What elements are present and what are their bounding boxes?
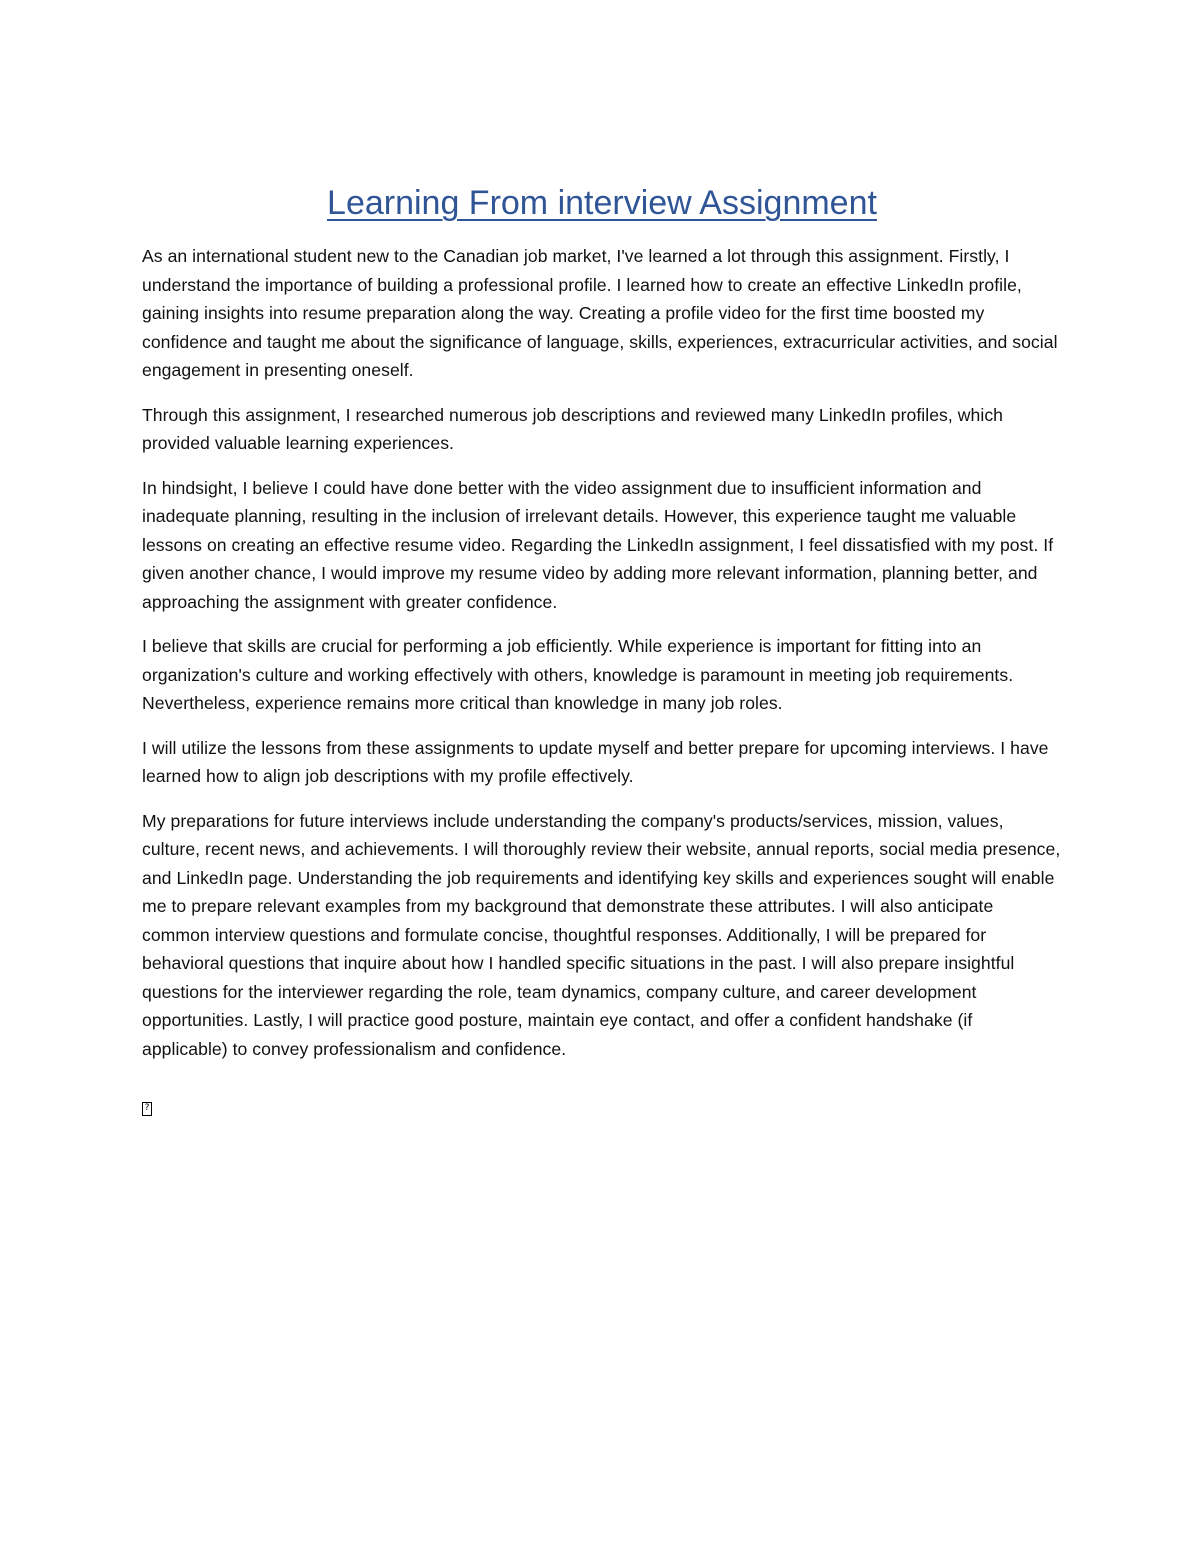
paragraph-preparations: My preparations for future interviews include understanding the company's products/services, mission, values, culture, recent news, and achievements. I will thoroughly review their website, annual reports, social media presence, and LinkedIn page. Understanding the job requirements and identifying key skills and experiences sought will enable me to prepare relevant examples from my background that demonstrate these attributes. I will also anticipate common interview questions and formulate concise, thoughtful responses. Additionally, I will be prepared for behavioral questions that inquire about how I handled specific situations in the past. I will also prepare insightful questions for the interviewer regarding the role, team dynamics, company culture, and career development opportunities. Lastly, I will practice good posture, maintain eye contact, and offer a confident handshake (if applicable) to convey professionalism and confidence. (142, 810, 1061, 1059)
paragraph-skills: I believe that skills are crucial for performing a job efficiently. While experience is important for fitting into an organization's culture and working effectively with others, knowledge is paramount in meeting job requirements. Nevertheless, experience remains more critical than knowledge in many job roles. (142, 636, 1014, 713)
paragraph-intro: As an international student new to the Canadian job market, I've learned a lot through this assignment. Firstly, I understand the importance of building a professional profile. I learned how to create an effective LinkedIn profile, gaining insights into resume preparation along the way. Creating a profile video for the first time boosted my confidence and taught me about the significance of language, skills, experiences, extracurricular activities, and social engagement in presenting oneself. (142, 246, 1058, 380)
paragraph-research: Through this assignment, I researched numerous job descriptions and reviewed many LinkedIn profiles, which provided valuable learning experiences. (142, 404, 1004, 453)
paragraph-lessons: I will utilize the lessons from these assignments to update myself and better prepare for upcoming interviews. I have learned how to align job descriptions with my profile effectively. (142, 737, 1049, 786)
document-body (142, 178, 1062, 1079)
paragraph-hindsight: In hindsight, I believe I could have done better with the video assignment due to insufficient information and inadequate planning, resulting in the inclusion of irrelevant details. However, this experience taught me valuable lessons on creating an effective resume video. Regarding the LinkedIn assignment, I feel dissatisfied with my post. If given another chance, I would improve my resume video by adding more relevant information, planning better, and approaching the assignment with greater confidence. (142, 477, 1054, 612)
document-title: Learning From interview Assignment (327, 184, 877, 222)
missing-glyph-icon: ? (142, 1102, 152, 1116)
